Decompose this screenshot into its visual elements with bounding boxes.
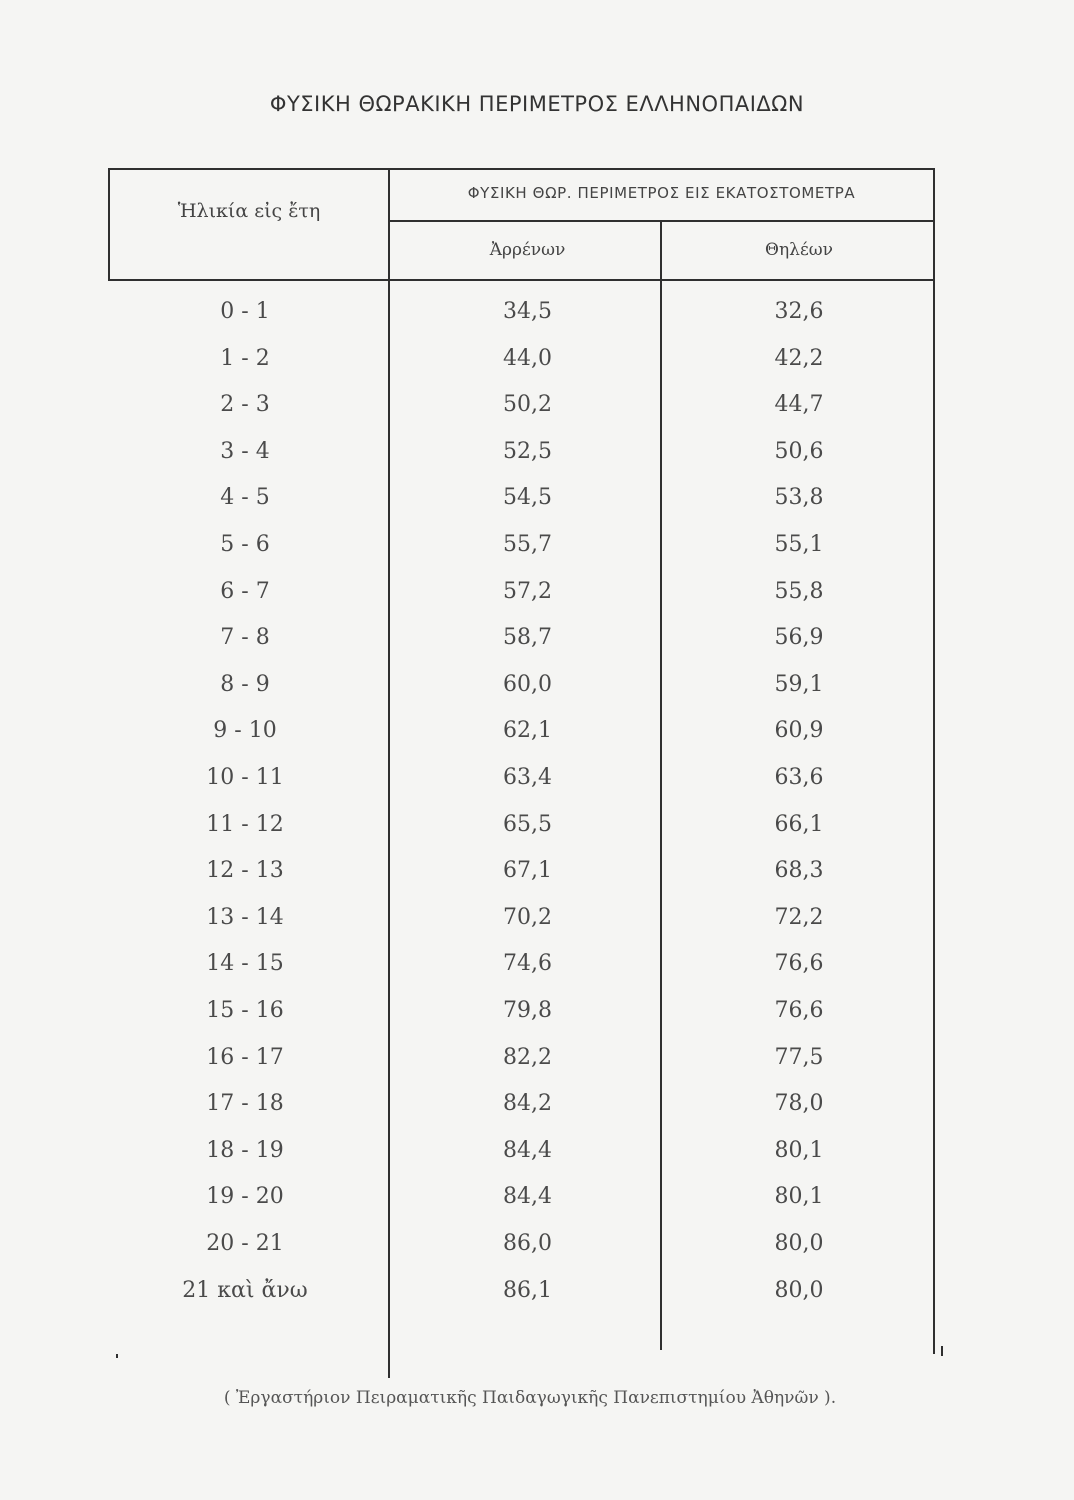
male-value-cell: 84,2 xyxy=(503,1091,552,1117)
age-column-header: Ἡλικία εἰς ἔτη xyxy=(177,200,321,222)
page-title: ΦΥΣΙΚΗ ΘΩΡΑΚΙΚΗ ΠΕΡΙΜΕΤΡΟΣ ΕΛΛΗΝΟΠΑΙΔΩΝ xyxy=(269,92,805,116)
table-row xyxy=(0,439,1074,479)
male-value-cell: 86,0 xyxy=(503,1231,552,1256)
female-value-cell: 59,1 xyxy=(774,671,824,697)
table-bottom-edge-right xyxy=(941,1346,943,1356)
table-left-border xyxy=(108,168,110,281)
table-row xyxy=(0,1278,1074,1318)
female-value-cell: 68,3 xyxy=(774,858,824,884)
table-row xyxy=(0,532,1074,572)
age-cell: 19 - 20 xyxy=(206,1184,284,1210)
table-row xyxy=(0,765,1074,805)
table-row xyxy=(0,951,1074,991)
table-bottom-edge-left xyxy=(116,1354,118,1358)
female-value-cell: 76,6 xyxy=(774,951,824,977)
male-value-cell: 82,2 xyxy=(503,1044,552,1070)
male-value-cell: 65,5 xyxy=(503,811,552,837)
male-value-cell: 67,1 xyxy=(503,858,552,884)
age-cell: 9 - 10 xyxy=(213,718,277,744)
age-cell: 15 - 16 xyxy=(206,998,284,1023)
female-value-cell: 50,6 xyxy=(774,438,824,464)
table-top-border xyxy=(108,168,935,170)
male-value-cell: 63,4 xyxy=(503,765,552,790)
measurement-group-header: ΦΥΣΙΚΗ ΘΩΡ. ΠΕΡΙΜΕΤΡΟΣ ΕΙΣ ΕΚΑΤΟΣΤΟΜΕΤΡΑ xyxy=(467,184,856,202)
table-row xyxy=(0,1091,1074,1131)
source-note: ( Ἐργαστήριον Πειραματικῆς Παιδαγωγικῆς Πανεπιστημίου Ἀθηνῶν ). xyxy=(223,1388,837,1408)
male-value-cell: 62,1 xyxy=(503,718,552,744)
age-cell: 4 - 5 xyxy=(220,485,270,511)
male-value-cell: 52,5 xyxy=(503,438,552,464)
male-value-cell: 86,1 xyxy=(503,1277,552,1303)
male-value-cell: 74,6 xyxy=(503,951,552,977)
age-cell: 8 - 9 xyxy=(220,671,270,697)
female-value-cell: 55,8 xyxy=(774,578,824,604)
male-value-cell: 84,4 xyxy=(503,1184,552,1210)
table-row xyxy=(0,485,1074,525)
female-value-cell: 76,6 xyxy=(774,998,824,1023)
table-row xyxy=(0,718,1074,758)
male-value-cell: 60,0 xyxy=(503,671,552,697)
age-cell: 20 - 21 xyxy=(206,1231,284,1256)
age-cell: 11 - 12 xyxy=(206,811,284,837)
table-row xyxy=(0,1184,1074,1224)
table-row xyxy=(0,392,1074,432)
male-value-cell: 57,2 xyxy=(503,578,552,604)
female-value-cell: 63,6 xyxy=(774,765,824,790)
table-header-bottom-border xyxy=(108,279,935,281)
female-value-cell: 44,7 xyxy=(774,392,824,418)
female-value-cell: 80,0 xyxy=(774,1231,824,1256)
male-value-cell: 50,2 xyxy=(503,392,552,418)
age-cell: 18 - 19 xyxy=(206,1137,284,1163)
age-cell: 7 - 8 xyxy=(220,625,270,651)
male-column-header: Ἀρρένων xyxy=(489,240,566,260)
table-row xyxy=(0,998,1074,1038)
table-row xyxy=(0,346,1074,386)
female-value-cell: 77,5 xyxy=(774,1044,824,1070)
age-cell: 12 - 13 xyxy=(206,858,284,884)
male-value-cell: 44,0 xyxy=(503,345,552,371)
female-value-cell: 66,1 xyxy=(774,811,824,837)
female-value-cell: 56,9 xyxy=(774,625,824,651)
female-value-cell: 60,9 xyxy=(774,718,824,744)
age-cell: 5 - 6 xyxy=(220,532,270,557)
age-cell: 21 καὶ ἄνω xyxy=(182,1277,308,1303)
female-value-cell: 80,0 xyxy=(774,1277,824,1303)
male-value-cell: 54,5 xyxy=(503,485,552,511)
table-row xyxy=(0,812,1074,852)
male-value-cell: 84,4 xyxy=(503,1137,552,1163)
female-value-cell: 53,8 xyxy=(774,485,824,511)
age-cell: 0 - 1 xyxy=(220,299,270,324)
age-cell: 6 - 7 xyxy=(220,578,270,604)
age-cell: 10 - 11 xyxy=(206,765,284,790)
table-row xyxy=(0,1231,1074,1271)
male-value-cell: 58,7 xyxy=(503,625,552,651)
female-value-cell: 55,1 xyxy=(774,532,824,557)
female-value-cell: 32,6 xyxy=(774,299,824,324)
age-cell: 17 - 18 xyxy=(206,1091,284,1117)
table-row xyxy=(0,858,1074,898)
female-value-cell: 72,2 xyxy=(774,904,824,930)
table-row xyxy=(0,299,1074,339)
table-row xyxy=(0,1138,1074,1178)
table-row xyxy=(0,1045,1074,1085)
male-value-cell: 70,2 xyxy=(503,904,552,930)
age-cell: 1 - 2 xyxy=(220,345,270,371)
age-cell: 14 - 15 xyxy=(206,951,284,977)
age-cell: 3 - 4 xyxy=(220,438,270,464)
age-cell: 2 - 3 xyxy=(220,392,270,418)
table-row xyxy=(0,672,1074,712)
female-value-cell: 78,0 xyxy=(774,1091,824,1117)
male-value-cell: 79,8 xyxy=(503,998,552,1023)
male-value-cell: 34,5 xyxy=(503,299,552,324)
age-cell: 16 - 17 xyxy=(206,1044,284,1070)
female-value-cell: 80,1 xyxy=(774,1137,824,1163)
table-row xyxy=(0,625,1074,665)
table-row xyxy=(0,905,1074,945)
male-value-cell: 55,7 xyxy=(503,532,552,557)
female-value-cell: 80,1 xyxy=(774,1184,824,1210)
age-cell: 13 - 14 xyxy=(206,904,284,930)
female-column-header: Θηλέων xyxy=(765,240,833,260)
female-value-cell: 42,2 xyxy=(774,345,824,371)
table-row xyxy=(0,579,1074,619)
